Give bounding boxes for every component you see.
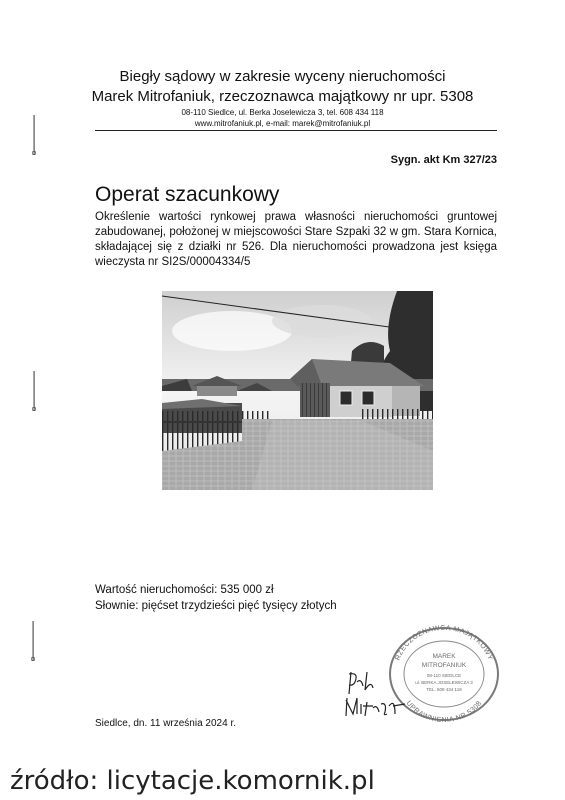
header-address: 08-110 Siedlce, ul. Berka Joselewicza 3, tel. 608 434 118	[181, 108, 384, 117]
source-caption: źródło: licytacje.komornik.pl	[10, 766, 375, 796]
header-appraiser-name: Marek Mitrofaniuk, rzeczoznawca majątkowy nr upr. 5308	[91, 88, 474, 105]
header-divider	[95, 130, 497, 131]
stamp-addr-line1: 08-110 SIEDLCE	[426, 673, 462, 678]
stamp-addr-line2: ul. BERKA JOSELEWICZA 3	[415, 680, 473, 685]
binder-clip-icon	[32, 115, 36, 155]
document-title: Operat szacunkowy	[95, 183, 280, 206]
property-photo	[162, 291, 433, 490]
property-value-in-words: Słownie: pięćset trzydzieści pięć tysięcy złotych	[95, 600, 337, 612]
stamp-addr-line3: TEL. 608 434 118	[426, 687, 462, 692]
header-appraiser-title: Biegły sądowy w zakresie wyceny nieruchomości	[119, 68, 446, 85]
property-description: Określenie wartości rynkowej prawa własności nieruchomości gruntowej zabudowanej, położonej w miejscowości Stare Szpaki 32 w gm. Stara Kornica, składającej się z działki nr 526. Dla nieruchomości prowadzona jest księga wieczysta nr SI2S/00004334/5	[95, 211, 497, 268]
stamp-ring-top: RZECZOZNAWCA MAJĄTKOWY	[394, 624, 494, 662]
property-value: Wartość nieruchomości: 535 000 zł	[95, 584, 274, 596]
stamp-name-line1: MAREK	[432, 653, 456, 660]
binder-clip-icon	[32, 371, 36, 411]
place-and-date: Siedlce, dn. 11 września 2024 r.	[95, 718, 237, 729]
handwritten-signature	[343, 668, 408, 720]
stamp-ring-bottom: UPRAWNIENIA NR 5308	[404, 699, 484, 722]
case-number: Sygn. akt Km 327/23	[390, 154, 497, 166]
binder-clip-icon	[31, 621, 35, 661]
stamp-name-line2: MITROFANIUK	[421, 662, 467, 669]
header-web-email: www.mitrofaniuk.pl, e-mail: marek@mitrofaniuk.pl	[194, 119, 371, 128]
svg-text:UPRAWNIENIA NR 5308	[405, 700, 484, 722]
